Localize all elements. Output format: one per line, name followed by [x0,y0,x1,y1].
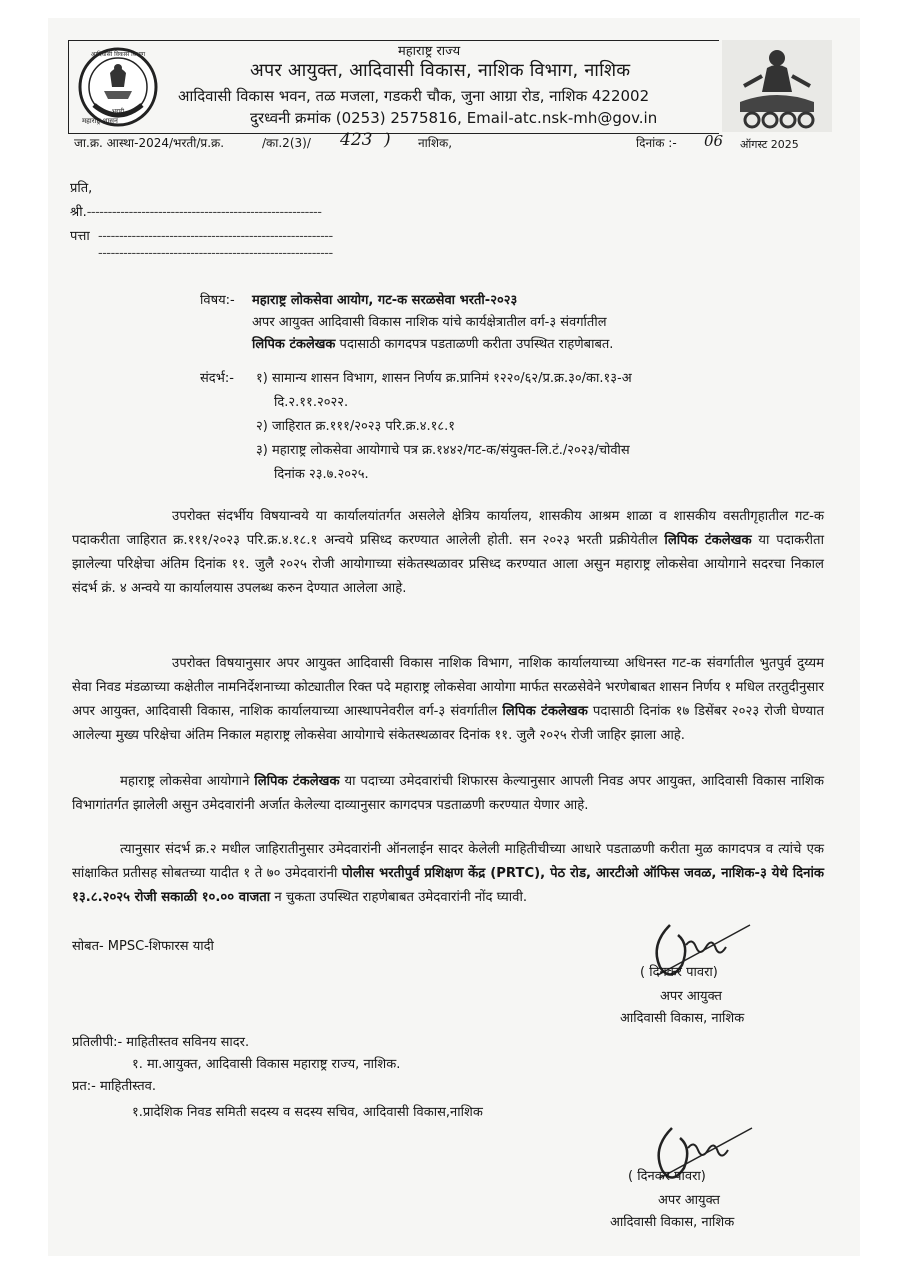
subject-post-name: लिपिक टंकलेखक [252,337,336,352]
recipient-address-blank: -------------------------------------------------------- [98,229,333,244]
reference-1: १) सामान्य शासन विभाग, शासन निर्णय क्र.प्रानिमं १२२०/६२/प्र.क्र.३०/का.१३-अ [256,371,632,386]
signatory-2-name: ( दिनकर पावरा) [628,1169,706,1184]
recipient-address-row [70,226,333,244]
ref-prefix: जा.क्र. आस्था-2024/भरती/प्र.क्र. [74,136,225,150]
references-label: संदर्भ:- [200,371,234,386]
svg-text:आदिवासी विकास विभाग: आदिवासी विकास विभाग [90,51,146,58]
body-paragraph-4 [72,838,824,910]
ref-date-label: दिनांक :- [636,136,677,150]
svg-text:भरारी: भरारी [111,108,125,115]
tribal-art-emblem [722,40,832,132]
p2-text-a: उपरोक्त विषयानुसार अपर आयुक्त आदिवासी विकास नाशिक विभाग, नाशिक कार्यालयाच्या अधिनस्त गट-क संवर्गातील भुतपुर्व दुय्यम सेवा निवड मंडळाच्या कक्षेतील नामनिर्देशनाच्या कोट्यातील रिक्त पदे महाराष्ट्र लोकसेवा आयोगा मार्फत सरळसेवेने भरणेबाबत शासन निर्णय १ मधिल तरतुदीनुसार अपर आयुक्त, आदिवासी विकास, नाशिक कार्यालयाच्या आस्थापनेवरील वर्ग-३ संवर्गातील [72,656,824,719]
reference-3: ३) महाराष्ट्र लोकसेवा आयोगाचे पत्र क्र.१४४२/गट-क/संयुक्त-लि.टं./२०२३/चोवीस [256,443,630,458]
p1-text-a: उपरोक्त संदर्भीय विषयान्वये या कार्यालयांतर्गत असलेले क्षेत्रिय कार्यालय, शासकीय आश्रम शाळा व शासकीय वसतीगृहातील गट-क पदाकरीता जाहिरात क्र.१११/२०२३ परि.क्र.४.१८.१ अन्वये प्रसिध्द करण्यात आलेली होती. सन २०२३ भरती प्रक्रीयेतील [72,509,824,548]
signatory-2-office: आदिवासी विकास, नाशिक [610,1215,735,1230]
ref-date-month-year: ऑगस्ट 2025 [740,138,799,151]
recipient-name-row [70,202,321,220]
copy-item-2: १.प्रादेशिक निवड समिती सदस्य व सदस्य सचिव, आदिवासी विकास,नाशिक [132,1105,483,1120]
subject-line-3 [252,334,613,352]
ref-number: 423 [340,130,373,150]
p1-text-b: या पदाकरीता झालेल्या परिक्षेचा अंतिम दिनांक ११. जुलै २०२५ रोजी आयोगाच्या संकेतस्थळावर प्रसिध्द करण्यात आला असुन महाराष्ट्र लोकसेवा आयोगाने सदरचा निकाल संदर्भ क्रं. ४ अन्वये या कार्यालयास उपलब्ध करुन देण्यात आलेला आहे. [72,533,824,596]
subject-line-1: महाराष्ट्र लोकसेवा आयोग, गट-क सरळसेवा भरती-२०२३ [252,293,518,308]
p3-post-name: लिपिक टंकलेखक [254,774,340,789]
body-paragraph-1 [72,505,824,601]
recipient-name-blank: -------------------------------------------------------- [86,205,322,220]
p4-text-a: त्यानुसार संदर्भ क्र.२ मधील जाहिरातीनुसार उमेदवारांनी ऑनलाईन सादर केलेली माहितीचीच्या आधारे पडताळणी करीता मुळ कागदपत्र व त्यांचे एक सांक्षाकित प्रतीसह सोबतच्या यादीत १ ते ७० उमेदवारांनी [72,842,824,881]
recipient-name-label: श्री. [70,205,87,220]
body-paragraph-2 [72,652,824,748]
signature-2-scribble [632,1108,832,1198]
state-name: महाराष्ट्र राज्य [398,44,461,59]
signature-1-scribble [630,905,830,995]
reference-1-date: दि.२.११.२०२२. [274,395,349,410]
copy-item-1: १. मा.आयुक्त, आदिवासी विकास महाराष्ट्र राज्य, नाशिक. [132,1057,401,1072]
p4-venue-date: पोलीस भरतीपुर्व प्रशिक्षण केंद्र (PRTC), पेठ रोड, आरटीओ ऑफिस जवळ, नाशिक-३ येथे दिनांक १३.८.२०२५ रोजी सकाळी १०.०० वाजता [72,866,825,905]
recipient-address-row-2 [98,246,333,261]
copy-label-2: प्रत:- माहितीस्तव. [72,1079,157,1094]
signatory-1-office: आदिवासी विकास, नाशिक [620,1011,745,1026]
ref-date-day: 06 [704,132,724,150]
office-address: आदिवासी विकास भवन, तळ मजला, गडकरी चौक, जुना आग्रा रोड, नाशिक 422002 [178,87,650,105]
copy-label: प्रतिलीपी:- माहितीस्तव सविनय सादर. [72,1035,250,1050]
p1-post-name: लिपिक टंकलेखक [664,533,752,548]
p4-text-b: न चुकता उपस्थित राहणेबाबत उमेदवारांनी नोंद घ्यावी. [270,890,528,905]
signatory-2-designation: अपर आयुक्त [658,1193,720,1208]
signatory-1-name: ( दिनकर पावरा) [640,965,718,980]
signatory-1-designation: अपर आयुक्त [660,989,722,1004]
subject-line-2: अपर आयुक्त आदिवासी विकास नाशिक यांचे कार्यक्षेत्रातील वर्ग-३ संवर्गातील [252,315,607,330]
reference-3-date: दिनांक २३.७.२०२५. [274,467,369,482]
recipient-address-label: पत्ता [70,229,90,244]
subject-label: विषय:- [200,293,235,308]
ref-branch: /का.2(3)/ [262,136,311,150]
ref-place: नाशिक, [418,136,453,150]
body-paragraph-3 [72,770,824,818]
recipient-address-blank-2: -------------------------------------------------------- [98,246,333,261]
office-contact: दुरध्वनी क्रमांक (0253) 2575816, Email-atc.nsk-mh@gov.in [250,109,658,127]
ref-close: ) [384,130,391,150]
p2-post-name: लिपिक टंकलेखक [502,704,588,719]
recipient-to: प्रति, [70,181,93,196]
office-name: अपर आयुक्त, आदिवासी विकास, नाशिक विभाग, नाशिक [250,60,631,81]
subject-line-3-rest: पदासाठी कागदपत्र पडताळणी करीता उपस्थित राहणेबाबत. [335,337,614,352]
enclosure-note: सोबत- MPSC-शिफारस यादी [72,939,214,954]
reference-2: २) जाहिरात क्र.१११/२०२३ परि.क्र.४.१८.१ [256,419,456,434]
p2-text-b: पदासाठी दिनांक १७ डिसेंबर २०२३ रोजी घेण्यात आलेल्या मुख्य परिक्षेचा अंतिम निकाल महाराष्ट्र लोकसेवा आयोगाचे संकेतस्थळावर दिनांक ११. जुलै २०२५ रोजी जाहिर झाला आहे. [72,704,824,743]
p3-text-b: या पदाच्या उमेदवारांची शिफारस केल्यानुसार आपली निवड अपर आयुक्त, आदिवासी विकास नाशिक विभागांतर्गत झालेली असुन उमेदवारांनी अर्जात केलेल्या दाव्यानुसार कागदपत्र पडताळणी करण्यात येणार आहे. [72,774,824,813]
logo-caption-bottom: महाराष्ट्र शासन [82,117,118,125]
p3-text-a: महाराष्ट्र लोकसेवा आयोगाने [120,774,255,789]
